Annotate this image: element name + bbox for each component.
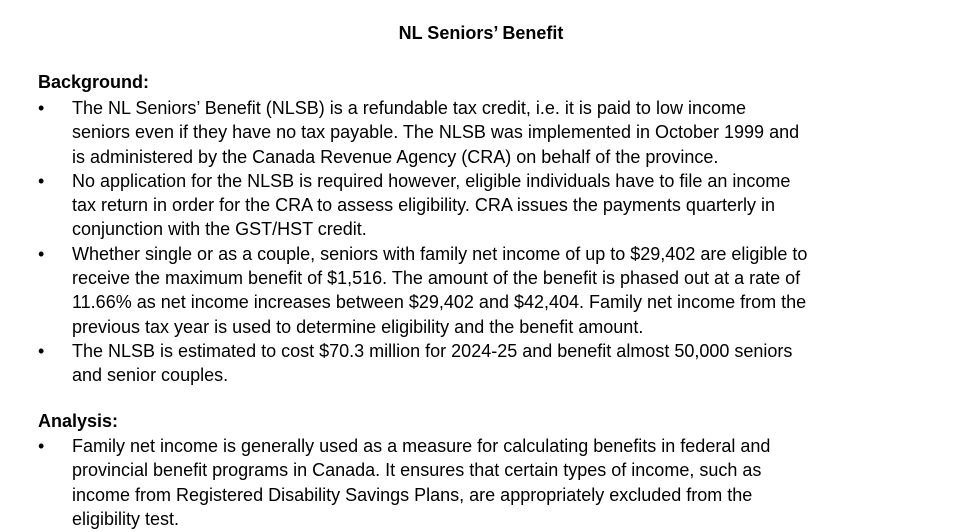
bullet-text-line: tax return in order for the CRA to assess eligibility. CRA issues the payments quarterly in bbox=[72, 195, 775, 216]
bullet-text-line: receive the maximum benefit of $1,516. The amount of the benefit is phased out at a rate of bbox=[72, 268, 801, 289]
bullet-text-line: The NL Seniors’ Benefit (NLSB) is a refundable tax credit, i.e. it is paid to low income bbox=[72, 98, 746, 118]
bullet-text-line: 11.66% as net income increases between $29,402 and $42,404. Family net income from the bbox=[72, 292, 807, 313]
bullet-text-line: The NLSB is estimated to cost $70.3 million for 2024-25 and benefit almost 50,000 seniors bbox=[72, 340, 793, 361]
bullet-text-line: eligibility test. bbox=[72, 508, 180, 529]
bullet-icon: • bbox=[38, 170, 45, 191]
background-list bbox=[38, 96, 938, 388]
list-item bbox=[38, 169, 938, 242]
list-item bbox=[38, 434, 938, 531]
bullet-icon: • bbox=[38, 243, 45, 264]
bullet-text-line: Family net income is generally used as a measure for calculating benefits in federal and bbox=[72, 436, 771, 456]
list-item bbox=[38, 96, 938, 169]
bullet-icon: • bbox=[38, 98, 45, 118]
analysis-list bbox=[38, 434, 938, 531]
list-item bbox=[38, 242, 938, 339]
bullet-text-line: is administered by the Canada Revenue Agency (CRA) on behalf of the province. bbox=[72, 146, 719, 167]
bullet-text-line: seniors even if they have no tax payable. The NLSB was implemented in October 1999 and bbox=[72, 122, 800, 143]
bullet-text-line: provincial benefit programs in Canada. It ensures that certain types of income, such as bbox=[72, 460, 762, 481]
bullet-text-line: conjunction with the GST/HST credit. bbox=[72, 219, 367, 240]
bullet-text-line: and senior couples. bbox=[72, 365, 229, 386]
bullet-text-line: Whether single or as a couple, seniors with family net income of up to $29,402 are eligible to bbox=[72, 243, 808, 264]
analysis-heading: Analysis: bbox=[38, 411, 119, 431]
bullet-text-line: No application for the NLSB is required however, eligible individuals have to file an income bbox=[72, 170, 791, 191]
bullet-icon: • bbox=[38, 436, 45, 456]
document-title: NL Seniors’ Benefit bbox=[398, 23, 564, 43]
bullet-text-line: income from Registered Disability Savings Plans, are appropriately excluded from the bbox=[72, 484, 753, 505]
bullet-text-line: previous tax year is used to determine eligibility and the benefit amount. bbox=[72, 316, 644, 337]
background-heading: Background: bbox=[38, 72, 150, 92]
list-item bbox=[38, 339, 938, 388]
bullet-icon: • bbox=[38, 340, 45, 361]
